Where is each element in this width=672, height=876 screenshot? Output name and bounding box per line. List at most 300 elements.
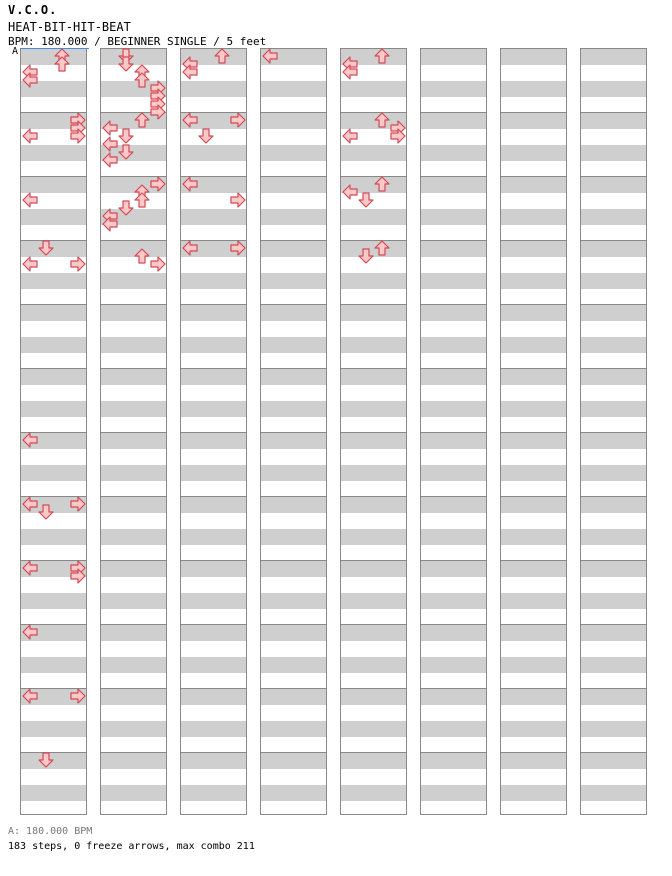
down-arrow-icon	[358, 248, 374, 264]
measure-line	[261, 496, 326, 497]
beat-band	[581, 657, 646, 673]
left-arrow-icon	[342, 64, 358, 80]
up-arrow-icon	[134, 248, 150, 264]
beat-band	[501, 721, 566, 737]
beat-band	[181, 657, 246, 673]
up-arrow-icon	[374, 48, 390, 64]
measure-line	[341, 368, 406, 369]
up-arrow-icon	[374, 176, 390, 192]
beat-band	[341, 625, 406, 641]
measure-line	[261, 304, 326, 305]
bpm-marker-label: A	[12, 46, 19, 57]
beat-band	[501, 401, 566, 417]
beat-band	[581, 369, 646, 385]
right-arrow-icon	[230, 192, 246, 208]
measure-line	[101, 688, 166, 689]
beat-band	[421, 497, 486, 513]
beat-band	[581, 785, 646, 801]
beat-band	[581, 433, 646, 449]
right-arrow-icon	[70, 496, 86, 512]
measure-line	[581, 752, 646, 753]
measure-line	[101, 368, 166, 369]
beat-band	[501, 753, 566, 769]
measure-line	[101, 432, 166, 433]
beat-band	[501, 529, 566, 545]
beat-band	[21, 209, 86, 225]
beat-band	[261, 721, 326, 737]
beat-band	[181, 81, 246, 97]
measure-line	[261, 368, 326, 369]
right-arrow-icon	[150, 176, 166, 192]
beat-band	[181, 561, 246, 577]
beat-band	[21, 721, 86, 737]
beat-band	[581, 465, 646, 481]
beat-band	[181, 305, 246, 321]
measure-line	[421, 624, 486, 625]
beat-band	[101, 753, 166, 769]
measure-line	[421, 112, 486, 113]
beat-band	[261, 529, 326, 545]
beat-band	[501, 657, 566, 673]
left-arrow-icon	[22, 496, 38, 512]
beat-band	[581, 113, 646, 129]
beat-band	[421, 113, 486, 129]
beat-band	[341, 785, 406, 801]
beat-band	[21, 529, 86, 545]
beat-band	[181, 529, 246, 545]
right-arrow-icon	[390, 128, 406, 144]
beat-band	[181, 625, 246, 641]
beat-band	[261, 657, 326, 673]
beat-band	[421, 81, 486, 97]
measure-line	[581, 688, 646, 689]
beat-band	[181, 433, 246, 449]
beat-band	[581, 145, 646, 161]
beat-band	[21, 785, 86, 801]
beat-band	[101, 305, 166, 321]
measure-line	[341, 496, 406, 497]
beat-band	[501, 209, 566, 225]
left-arrow-icon	[22, 256, 38, 272]
beat-band	[101, 625, 166, 641]
beat-band	[261, 497, 326, 513]
beat-band	[501, 145, 566, 161]
down-arrow-icon	[118, 128, 134, 144]
left-arrow-icon	[22, 72, 38, 88]
measure-line	[341, 560, 406, 561]
right-arrow-icon	[230, 240, 246, 256]
left-arrow-icon	[22, 192, 38, 208]
left-arrow-icon	[22, 624, 38, 640]
beat-band	[421, 657, 486, 673]
right-arrow-icon	[70, 128, 86, 144]
beat-band	[581, 689, 646, 705]
measure-line	[341, 304, 406, 305]
chart-column	[180, 48, 247, 815]
measure-line	[261, 752, 326, 753]
left-arrow-icon	[22, 128, 38, 144]
measure-line	[581, 176, 646, 177]
measure-line	[181, 496, 246, 497]
beat-band	[261, 433, 326, 449]
beat-band	[501, 465, 566, 481]
up-arrow-icon	[374, 240, 390, 256]
measure-line	[101, 624, 166, 625]
measure-line	[501, 240, 566, 241]
measure-line	[261, 624, 326, 625]
beat-band	[581, 625, 646, 641]
beat-band	[181, 337, 246, 353]
beat-band	[341, 657, 406, 673]
beat-band	[181, 721, 246, 737]
measure-line	[581, 240, 646, 241]
beat-band	[581, 401, 646, 417]
beat-band	[501, 241, 566, 257]
beat-band	[581, 753, 646, 769]
measure-line	[181, 624, 246, 625]
beat-band	[501, 561, 566, 577]
chart-column	[580, 48, 647, 815]
beat-band	[581, 241, 646, 257]
measure-line	[181, 752, 246, 753]
measure-line	[501, 688, 566, 689]
beat-band	[261, 593, 326, 609]
up-arrow-icon	[54, 56, 70, 72]
beat-band	[21, 145, 86, 161]
measure-line	[181, 688, 246, 689]
beat-band	[421, 465, 486, 481]
beat-band	[261, 305, 326, 321]
measure-line	[261, 432, 326, 433]
beat-band	[341, 465, 406, 481]
beat-band	[101, 561, 166, 577]
beat-band	[501, 49, 566, 65]
beat-band	[101, 465, 166, 481]
beat-band	[581, 721, 646, 737]
beat-band	[341, 145, 406, 161]
beat-band	[421, 209, 486, 225]
measure-line	[581, 368, 646, 369]
beat-band	[501, 689, 566, 705]
down-arrow-icon	[38, 504, 54, 520]
beat-band	[181, 273, 246, 289]
measure-line	[421, 368, 486, 369]
up-arrow-icon	[214, 48, 230, 64]
beat-band	[501, 273, 566, 289]
beat-band	[501, 497, 566, 513]
left-arrow-icon	[22, 432, 38, 448]
measure-line	[421, 240, 486, 241]
measure-line	[501, 560, 566, 561]
measure-line	[181, 368, 246, 369]
beat-band	[581, 529, 646, 545]
measure-line	[261, 560, 326, 561]
up-arrow-icon	[134, 72, 150, 88]
beat-band	[181, 753, 246, 769]
beat-band	[421, 721, 486, 737]
measure-line	[341, 624, 406, 625]
beat-band	[581, 273, 646, 289]
beat-band	[341, 209, 406, 225]
up-arrow-icon	[134, 112, 150, 128]
beat-band	[261, 177, 326, 193]
song-title: HEAT-BIT-HIT-BEAT	[8, 20, 131, 34]
measure-line	[261, 240, 326, 241]
measure-line	[421, 304, 486, 305]
beat-band	[101, 497, 166, 513]
beat-band	[501, 433, 566, 449]
beat-band	[421, 49, 486, 65]
beat-band	[101, 785, 166, 801]
beat-band	[341, 753, 406, 769]
right-arrow-icon	[70, 688, 86, 704]
beat-band	[341, 689, 406, 705]
left-arrow-icon	[102, 216, 118, 232]
measure-line	[101, 752, 166, 753]
down-arrow-icon	[118, 56, 134, 72]
beat-band	[261, 401, 326, 417]
beat-band	[421, 145, 486, 161]
beat-band	[261, 145, 326, 161]
measure-line	[181, 304, 246, 305]
beat-band	[341, 433, 406, 449]
beat-band	[21, 337, 86, 353]
beat-band	[101, 273, 166, 289]
chart-info: BPM: 180.000 / BEGINNER SINGLE / 5 feet	[8, 35, 267, 48]
beat-band	[341, 369, 406, 385]
beat-band	[261, 465, 326, 481]
beat-band	[581, 497, 646, 513]
beat-band	[341, 529, 406, 545]
measure-line	[181, 560, 246, 561]
measure-line	[501, 496, 566, 497]
beat-band	[421, 337, 486, 353]
right-arrow-icon	[70, 568, 86, 584]
measure-line	[501, 176, 566, 177]
beat-band	[581, 593, 646, 609]
down-arrow-icon	[358, 192, 374, 208]
beat-band	[421, 401, 486, 417]
right-arrow-icon	[70, 256, 86, 272]
measure-line	[21, 176, 86, 177]
left-arrow-icon	[182, 176, 198, 192]
chart-column	[420, 48, 487, 815]
beat-band	[21, 177, 86, 193]
beat-band	[341, 337, 406, 353]
measure-line	[261, 176, 326, 177]
beat-band	[101, 401, 166, 417]
measure-line	[341, 432, 406, 433]
beat-band	[421, 593, 486, 609]
measure-line	[101, 560, 166, 561]
measure-line	[261, 112, 326, 113]
measure-line	[581, 304, 646, 305]
beat-band	[101, 369, 166, 385]
beat-band	[421, 785, 486, 801]
beat-band	[261, 273, 326, 289]
right-arrow-icon	[150, 256, 166, 272]
measure-line	[101, 496, 166, 497]
left-arrow-icon	[22, 688, 38, 704]
beat-band	[261, 561, 326, 577]
measure-line	[501, 624, 566, 625]
bpm-legend: A: 180.000 BPM	[8, 826, 93, 837]
artist-name: V.C.O.	[8, 3, 58, 17]
beat-band	[501, 337, 566, 353]
measure-line	[181, 432, 246, 433]
beat-band	[421, 753, 486, 769]
beat-band	[21, 593, 86, 609]
measure-line	[421, 176, 486, 177]
chart-column	[500, 48, 567, 815]
left-arrow-icon	[342, 128, 358, 144]
beat-band	[261, 337, 326, 353]
beat-band	[341, 561, 406, 577]
measure-line	[261, 688, 326, 689]
measure-line	[581, 624, 646, 625]
up-arrow-icon	[134, 192, 150, 208]
beat-band	[581, 337, 646, 353]
down-arrow-icon	[118, 200, 134, 216]
beat-band	[101, 721, 166, 737]
beat-band	[261, 209, 326, 225]
up-arrow-icon	[374, 112, 390, 128]
left-arrow-icon	[22, 560, 38, 576]
beat-band	[341, 401, 406, 417]
measure-line	[581, 560, 646, 561]
beat-band	[341, 273, 406, 289]
bpm-marker-line	[21, 48, 89, 49]
measure-line	[581, 496, 646, 497]
beat-band	[421, 305, 486, 321]
left-arrow-icon	[182, 112, 198, 128]
beat-band	[21, 401, 86, 417]
beat-band	[341, 305, 406, 321]
left-arrow-icon	[102, 152, 118, 168]
beat-band	[181, 497, 246, 513]
beat-band	[261, 689, 326, 705]
beat-band	[101, 337, 166, 353]
down-arrow-icon	[118, 144, 134, 160]
beat-band	[501, 625, 566, 641]
left-arrow-icon	[262, 48, 278, 64]
beat-band	[181, 369, 246, 385]
beat-band	[421, 241, 486, 257]
measure-line	[501, 112, 566, 113]
beat-band	[261, 113, 326, 129]
measure-line	[501, 432, 566, 433]
left-arrow-icon	[102, 136, 118, 152]
beat-band	[421, 625, 486, 641]
beat-band	[421, 433, 486, 449]
step-stats: 183 steps, 0 freeze arrows, max combo 211	[8, 841, 255, 852]
beat-band	[581, 305, 646, 321]
measure-line	[421, 432, 486, 433]
beat-band	[261, 753, 326, 769]
beat-band	[501, 113, 566, 129]
beat-band	[181, 465, 246, 481]
beat-band	[21, 369, 86, 385]
down-arrow-icon	[38, 240, 54, 256]
measure-line	[501, 752, 566, 753]
beat-band	[501, 177, 566, 193]
beat-band	[421, 529, 486, 545]
left-arrow-icon	[182, 64, 198, 80]
beat-band	[181, 689, 246, 705]
measure-line	[421, 752, 486, 753]
beat-band	[421, 369, 486, 385]
beat-band	[181, 145, 246, 161]
measure-line	[341, 752, 406, 753]
beat-band	[181, 209, 246, 225]
measure-line	[101, 240, 166, 241]
beat-band	[581, 561, 646, 577]
beat-band	[341, 721, 406, 737]
beat-band	[101, 529, 166, 545]
right-arrow-icon	[230, 112, 246, 128]
beat-band	[21, 657, 86, 673]
beat-band	[341, 81, 406, 97]
beat-band	[21, 273, 86, 289]
beat-band	[421, 273, 486, 289]
measure-line	[21, 304, 86, 305]
measure-line	[21, 368, 86, 369]
beat-band	[341, 593, 406, 609]
beat-band	[421, 177, 486, 193]
measure-line	[421, 688, 486, 689]
left-arrow-icon	[102, 120, 118, 136]
beat-band	[101, 689, 166, 705]
beat-band	[421, 561, 486, 577]
beat-band	[101, 657, 166, 673]
beat-band	[421, 689, 486, 705]
measure-line	[501, 368, 566, 369]
beat-band	[261, 625, 326, 641]
beat-band	[261, 369, 326, 385]
beat-band	[261, 241, 326, 257]
measure-line	[421, 560, 486, 561]
down-arrow-icon	[198, 128, 214, 144]
beat-band	[501, 305, 566, 321]
beat-band	[341, 497, 406, 513]
beat-band	[581, 177, 646, 193]
beat-band	[181, 785, 246, 801]
down-arrow-icon	[38, 752, 54, 768]
right-arrow-icon	[150, 104, 166, 120]
beat-band	[581, 209, 646, 225]
chart-column	[260, 48, 327, 815]
beat-band	[181, 593, 246, 609]
beat-band	[261, 81, 326, 97]
left-arrow-icon	[342, 184, 358, 200]
beat-band	[181, 401, 246, 417]
beat-band	[21, 465, 86, 481]
measure-line	[341, 688, 406, 689]
beat-band	[101, 433, 166, 449]
beat-band	[501, 81, 566, 97]
beat-band	[261, 785, 326, 801]
measure-line	[581, 432, 646, 433]
beat-band	[581, 81, 646, 97]
measure-line	[421, 496, 486, 497]
beat-band	[21, 305, 86, 321]
beat-band	[501, 785, 566, 801]
left-arrow-icon	[182, 240, 198, 256]
measure-line	[101, 304, 166, 305]
beat-band	[101, 593, 166, 609]
beat-band	[501, 369, 566, 385]
beat-band	[501, 593, 566, 609]
